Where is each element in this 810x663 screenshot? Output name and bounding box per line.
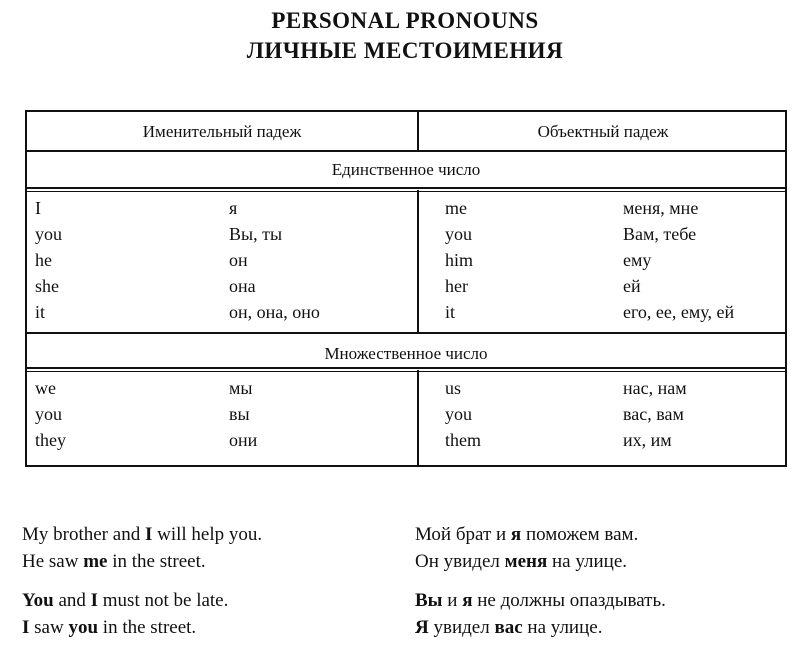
singular-nom-en-cell: it [35, 302, 46, 322]
example-text: на улице. [547, 551, 628, 572]
example-text: на улице. [522, 617, 603, 638]
example-text: in the street. [107, 551, 206, 572]
singular-obj-ru-cell: ей [623, 276, 641, 296]
example-pronoun: you [68, 617, 99, 638]
example-text: Он увидел [415, 551, 505, 572]
example-pronoun: I [22, 617, 30, 638]
singular-obj-en-cell: me [445, 198, 467, 218]
singular-label: Единственное число [331, 160, 481, 179]
example-pronoun: вас [494, 617, 523, 638]
example-pronoun: me [83, 551, 108, 572]
plural-rule-top [27, 332, 785, 334]
singular-nom-en-cell: he [35, 250, 52, 270]
example-text: My brother and [22, 524, 145, 545]
plural-rule-mid-inner [27, 371, 785, 372]
singular-obj-ru-cell: его, ее, ему, ей [623, 302, 735, 322]
example-en [22, 551, 206, 573]
example-text: и [442, 590, 463, 611]
example-text: He saw [22, 551, 84, 572]
example-text: Мой брат и [415, 524, 511, 545]
example-en [22, 524, 262, 546]
example-text: will help you. [152, 524, 263, 545]
example-ru [415, 524, 638, 546]
plural-nom-en-cell: we [35, 378, 56, 398]
singular-nom-en-cell: she [35, 276, 59, 296]
singular-obj-ru-cell: Вам, тебе [623, 224, 697, 244]
example-text: не должны опаздывать. [472, 590, 666, 611]
example-pronoun: я [462, 590, 473, 611]
singular-obj-en-cell: you [445, 224, 472, 244]
plural-obj-en-cell: us [445, 378, 462, 398]
header-nominative: Именительный падеж [142, 122, 302, 141]
example-pronoun: You [22, 590, 54, 611]
plural-nom-ru-cell: они [229, 430, 258, 450]
example-pronoun: I [90, 590, 99, 611]
plural-nom-ru-cell: мы [229, 378, 253, 398]
example-pronoun: Вы [415, 590, 443, 611]
example-text: поможем вам. [521, 524, 639, 545]
example-text: must not be late. [98, 590, 229, 611]
singular-obj-ru-cell: ему [623, 250, 652, 270]
singular-obj-ru-cell: меня, мне [623, 198, 699, 218]
singular-nom-ru-cell: он [229, 250, 248, 270]
plural-nom-en-cell: they [35, 430, 66, 450]
example-pronoun: я [510, 524, 522, 545]
example-pronoun: Я [415, 617, 429, 638]
plural-obj-en-cell: them [445, 430, 481, 450]
singular-obj-en-cell: it [445, 302, 456, 322]
plural-obj-ru-cell: их, им [623, 430, 672, 450]
singular-nom-ru-cell: он, она, оно [229, 302, 320, 322]
plural-divider [417, 370, 419, 467]
example-ru [415, 551, 627, 573]
singular-nom-ru-cell: она [229, 276, 256, 296]
plural-obj-ru-cell: нас, нам [623, 378, 687, 398]
example-en [22, 590, 228, 612]
example-text: увидел [428, 617, 495, 638]
singular-nom-en-cell: you [35, 224, 62, 244]
plural-nom-en-cell: you [35, 404, 62, 424]
plural-nom-ru-cell: вы [229, 404, 250, 424]
example-pronoun: меня [504, 551, 548, 572]
example-ru [415, 590, 666, 612]
singular-rule-top-inner [27, 191, 785, 192]
header-divider [417, 112, 419, 150]
singular-rule-top [27, 187, 785, 189]
plural-label: Множественное число [324, 344, 488, 363]
title-english: PERSONAL PRONOUNS [271, 8, 539, 33]
plural-obj-en-cell: you [445, 404, 472, 424]
example-ru [415, 617, 602, 639]
example-text: in the street. [98, 617, 197, 638]
example-text: and [53, 590, 91, 611]
plural-obj-ru-cell: вас, вам [623, 404, 684, 424]
example-en [22, 617, 196, 639]
title-russian: ЛИЧНЫЕ МЕСТОИМЕНИЯ [246, 38, 564, 63]
singular-nom-ru-cell: я [229, 198, 238, 218]
header-objective: Объектный падеж [537, 122, 669, 141]
singular-obj-en-cell: him [445, 250, 474, 270]
singular-obj-en-cell: her [445, 276, 468, 296]
singular-divider [417, 190, 419, 332]
singular-nom-ru-cell: Вы, ты [229, 224, 283, 244]
singular-nom-en-cell: I [35, 198, 41, 218]
pronouns-table [25, 110, 787, 467]
example-text: saw [29, 617, 69, 638]
plural-rule-mid [27, 367, 785, 369]
header-rule [27, 150, 785, 152]
example-pronoun: I [144, 524, 153, 545]
